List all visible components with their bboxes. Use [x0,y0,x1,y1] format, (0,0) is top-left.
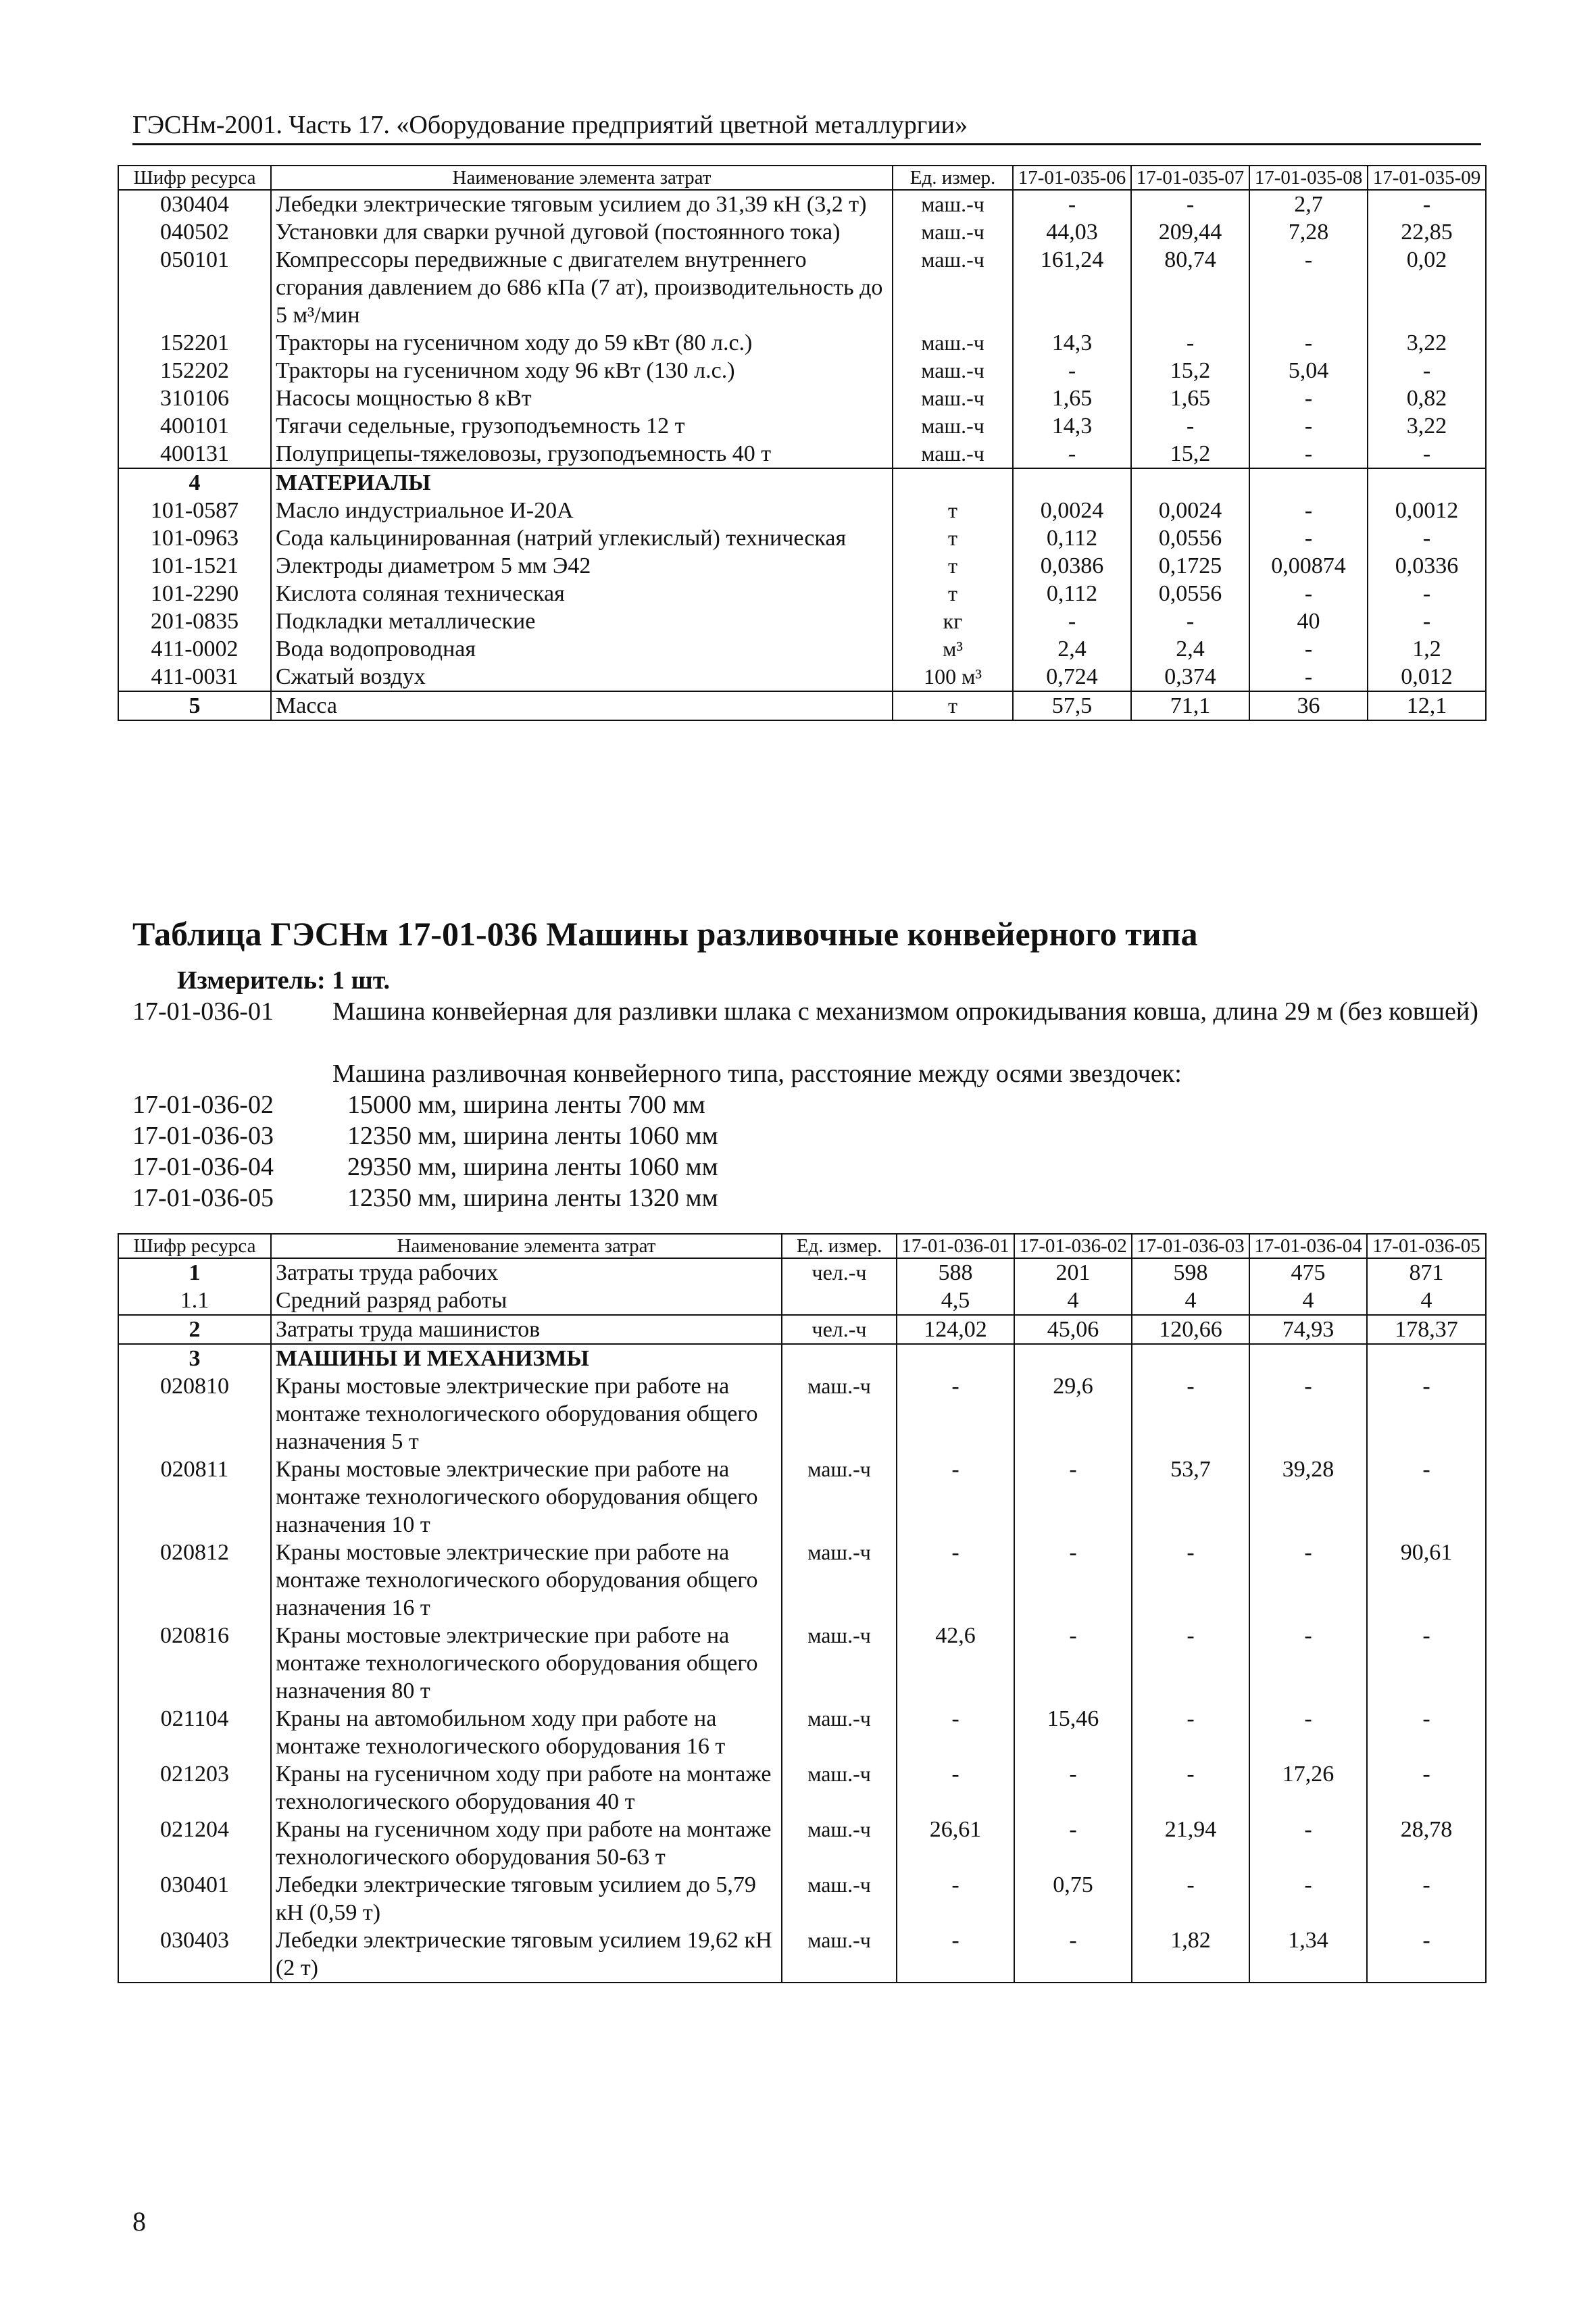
spec-text: 12350 мм, ширина ленты 1320 мм [347,1184,718,1212]
cost-element-name-cell: Краны на автомобильном ходу при работе на монтаже технологического оборудования 16 т [271,1705,782,1760]
cost-element-name-cell: Тракторы на гусеничном ходу 96 кВт (130 л.с.) [271,357,893,384]
unit-cell: маш.-ч [893,440,1013,468]
value-cell: 74,93 [1249,1315,1367,1344]
value-cell: 15,2 [1131,440,1249,468]
unit-cell: т [893,691,1013,720]
value-cell: - [1367,1372,1486,1455]
value-cell: 0,0556 [1131,524,1249,552]
value-cell: 4 [1132,1287,1249,1315]
value-cell: - [1249,1816,1367,1871]
value-cell: 161,24 [1013,246,1131,329]
value-cell: - [1249,580,1368,607]
resource-code-cell: 152201 [118,329,271,357]
value-cell: 209,44 [1131,218,1249,246]
value-cell: 17,26 [1249,1760,1367,1816]
value-cell: - [1367,1871,1486,1926]
value-cell: - [1368,524,1486,552]
value-cell: 5,04 [1249,357,1368,384]
unit-cell: маш.-ч [782,1816,897,1871]
value-cell: - [1368,580,1486,607]
unit-cell: маш.-ч [893,412,1013,440]
resource-code-cell: 020816 [118,1622,271,1705]
value-cell: 475 [1249,1258,1367,1287]
table-row [118,607,1486,635]
spec-text: Машина разливочная конвейерного типа, расстояние между осями звездочек: [332,1060,1182,1088]
column-header: 17-01-036-01 [897,1234,1014,1258]
resource-code-cell: 400101 [118,412,271,440]
cost-element-name-cell: Сода кальцинированная (натрий углекислый) техническая [271,524,893,552]
cost-element-name-cell: Лебедки электрические тяговым усилием до 5,79 кН (0,59 т) [271,1871,782,1926]
cost-element-name-cell: Затраты труда машинистов [271,1315,782,1344]
value-cell: - [897,1705,1014,1760]
resource-code-cell: 020811 [118,1455,271,1539]
cost-element-name-cell: МАТЕРИАЛЫ [271,468,893,497]
value-cell: - [1132,1539,1249,1622]
value-cell: - [1132,1622,1249,1705]
value-cell: - [1368,607,1486,635]
value-cell: - [897,1871,1014,1926]
value-cell: 120,66 [1132,1315,1249,1344]
value-cell: 598 [1132,1258,1249,1287]
value-cell: - [1368,357,1486,384]
resource-code-cell: 040502 [118,218,271,246]
value-cell: - [1014,1926,1132,1983]
value-cell: - [1367,1455,1486,1539]
value-cell: 1,34 [1249,1926,1367,1983]
value-cell: 124,02 [897,1315,1014,1344]
unit-cell: т [893,580,1013,607]
value-cell: 90,61 [1367,1539,1486,1622]
value-cell: 0,374 [1131,663,1249,691]
value-cell: 201 [1014,1258,1132,1287]
unit-cell: маш.-ч [782,1705,897,1760]
spec-text: Машина конвейерная для разливки шлака с механизмом опрокидывания ковша, длина 29 м (без ковшей) [332,997,1478,1026]
table-row [118,329,1486,357]
table-row [118,1372,1486,1455]
value-cell: 14,3 [1013,412,1131,440]
table-header-row [118,1234,1486,1258]
value-cell: - [1132,1760,1249,1816]
resource-code-cell: 020810 [118,1372,271,1455]
value-cell: 0,012 [1368,663,1486,691]
resource-code-cell: 101-0587 [118,497,271,524]
value-cell: - [1014,1455,1132,1539]
value-cell: - [1249,1622,1367,1705]
value-cell: 1,65 [1131,384,1249,412]
value-cell: - [1131,607,1249,635]
value-cell: 0,724 [1013,663,1131,691]
value-cell: - [1367,1705,1486,1760]
unit-cell: маш.-ч [782,1760,897,1816]
cost-element-name-cell: Масса [271,691,893,720]
table-row [118,357,1486,384]
resource-code-cell: 1 [118,1258,271,1287]
unit-cell: м³ [893,635,1013,663]
column-header: 17-01-036-03 [1132,1234,1249,1258]
value-cell: 4 [1014,1287,1132,1315]
value-cell: - [897,1372,1014,1455]
unit-cell: т [893,524,1013,552]
cost-element-name-cell: Масло индустриальное И-20А [271,497,893,524]
table-row [118,440,1486,468]
value-cell: 36 [1249,691,1368,720]
value-cell: - [897,1926,1014,1983]
cost-element-name-cell: Кислота соляная техническая [271,580,893,607]
resource-code-cell: 5 [118,691,271,720]
unit-cell: маш.-ч [782,1372,897,1455]
value-cell: - [897,1760,1014,1816]
value-cell: 0,112 [1013,580,1131,607]
unit-cell: маш.-ч [893,190,1013,218]
value-cell: - [1249,329,1368,357]
cost-element-name-cell: Насосы мощностью 8 кВт [271,384,893,412]
value-cell: 22,85 [1368,218,1486,246]
value-cell [1249,468,1368,497]
cost-element-name-cell: Краны мостовые электрические при работе на монтаже технологического оборудования общего назначения 10 т [271,1455,782,1539]
value-cell: - [897,1455,1014,1539]
cost-element-name-cell: Краны мостовые электрические при работе на монтаже технологического оборудования общего назначения 16 т [271,1539,782,1622]
value-cell: 26,61 [897,1816,1014,1871]
value-cell: 3,22 [1368,412,1486,440]
measure-unit: Измеритель: 1 шт. [177,966,391,995]
table-row [118,497,1486,524]
column-header: 17-01-036-04 [1249,1234,1367,1258]
value-cell: 871 [1367,1258,1486,1287]
cost-element-name-cell: Электроды диаметром 5 мм Э42 [271,552,893,580]
unit-cell: маш.-ч [782,1622,897,1705]
table-row [118,1258,1486,1287]
resource-code-cell: 152202 [118,357,271,384]
value-cell: - [1132,1372,1249,1455]
cost-element-name-cell: Установки для сварки ручной дуговой (постоянного тока) [271,218,893,246]
cost-element-name-cell: Полуприцепы-тяжеловозы, грузоподъемность 40 т [271,440,893,468]
value-cell: - [1249,384,1368,412]
cost-element-name-cell: Лебедки электрические тяговым усилием до 31,39 кН (3,2 т) [271,190,893,218]
value-cell: 15,46 [1014,1705,1132,1760]
value-cell: - [1132,1705,1249,1760]
value-cell: - [1013,357,1131,384]
unit-cell: маш.-ч [893,357,1013,384]
resource-code-cell: 1.1 [118,1287,271,1315]
table-title: Таблица ГЭСНм 17-01-036 Машины разливочные конвейерного типа [132,915,1198,953]
column-header: 17-01-035-07 [1131,166,1249,190]
cost-element-name-cell: Тягачи седельные, грузоподъемность 12 т [271,412,893,440]
value-cell: 0,0386 [1013,552,1131,580]
spec-code: 17-01-036-04 [132,1153,274,1181]
value-cell: 2,4 [1013,635,1131,663]
table-row [118,1315,1486,1344]
unit-cell: маш.-ч [893,218,1013,246]
table-row [118,1455,1486,1539]
value-cell: 1,65 [1013,384,1131,412]
value-cell: - [1249,524,1368,552]
value-cell [1249,1344,1367,1372]
table-row [118,218,1486,246]
value-cell: 4 [1367,1287,1486,1315]
unit-cell: маш.-ч [893,384,1013,412]
cost-element-name-cell: Краны мостовые электрические при работе на монтаже технологического оборудования общего назначения 5 т [271,1372,782,1455]
cost-element-name-cell: Лебедки электрические тяговым усилием 19,62 кН (2 т) [271,1926,782,1983]
unit-cell [782,1287,897,1315]
resource-code-cell: 030403 [118,1926,271,1983]
column-header: Наименование элемента затрат [271,1234,782,1258]
unit-cell: маш.-ч [782,1539,897,1622]
unit-cell: маш.-ч [782,1455,897,1539]
resource-code-cell: 021203 [118,1760,271,1816]
spec-code: 17-01-036-05 [132,1184,274,1212]
resource-code-cell: 411-0031 [118,663,271,691]
spec-text: 29350 мм, ширина ленты 1060 мм [347,1153,718,1181]
column-header: 17-01-035-09 [1368,166,1486,190]
spec-code: 17-01-036-01 [132,997,274,1026]
value-cell: 4 [1249,1287,1367,1315]
value-cell: 0,0556 [1131,580,1249,607]
column-header: Шифр ресурса [118,166,271,190]
value-cell: - [1014,1760,1132,1816]
table-row [118,552,1486,580]
table-row [118,691,1486,720]
unit-cell: чел.-ч [782,1315,897,1344]
value-cell: - [1014,1816,1132,1871]
value-cell: - [897,1539,1014,1622]
value-cell: 4,5 [897,1287,1014,1315]
value-cell: - [1249,1539,1367,1622]
unit-cell: маш.-ч [782,1871,897,1926]
value-cell: 0,0024 [1013,497,1131,524]
column-header: Ед. измер. [782,1234,897,1258]
value-cell: 21,94 [1132,1816,1249,1871]
resource-code-cell: 3 [118,1344,271,1372]
table-row [118,412,1486,440]
value-cell: 0,0336 [1368,552,1486,580]
value-cell: - [1368,440,1486,468]
value-cell: - [1249,246,1368,329]
cost-element-name-cell: Вода водопроводная [271,635,893,663]
value-cell: 0,0024 [1131,497,1249,524]
table-body [118,1258,1486,1983]
resource-code-cell: 411-0002 [118,635,271,663]
value-cell: 0,00874 [1249,552,1368,580]
value-cell: 14,3 [1013,329,1131,357]
resource-code-cell: 101-2290 [118,580,271,607]
value-cell: 7,28 [1249,218,1368,246]
table-row [118,190,1486,218]
column-header: Наименование элемента затрат [271,166,893,190]
value-cell [897,1344,1014,1372]
cost-element-name-cell: Краны на гусеничном ходу при работе на монтаже технологического оборудования 50-63 т [271,1816,782,1871]
resource-code-cell: 021204 [118,1816,271,1871]
cost-element-name-cell: МАШИНЫ И МЕХАНИЗМЫ [271,1344,782,1372]
table-row [118,1539,1486,1622]
spec-text: 12350 мм, ширина ленты 1060 мм [347,1122,718,1150]
table-row [118,468,1486,497]
unit-cell: чел.-ч [782,1258,897,1287]
cost-element-name-cell: Затраты труда рабочих [271,1258,782,1287]
cost-element-name-cell: Компрессоры передвижные с двигателем внутреннего сгорания давлением до 686 кПа (7 ат), производительность до 5 м³/мин [271,246,893,329]
unit-cell: маш.-ч [893,246,1013,329]
table-row [118,1622,1486,1705]
resource-code-cell: 020812 [118,1539,271,1622]
unit-cell: кг [893,607,1013,635]
value-cell: 45,06 [1014,1315,1132,1344]
value-cell: - [1014,1622,1132,1705]
value-cell: 44,03 [1013,218,1131,246]
value-cell: - [1131,412,1249,440]
column-header: 17-01-036-02 [1014,1234,1132,1258]
value-cell: 53,7 [1132,1455,1249,1539]
cost-element-name-cell: Сжатый воздух [271,663,893,691]
value-cell: 29,6 [1014,1372,1132,1455]
resource-code-cell: 030404 [118,190,271,218]
table-row [118,663,1486,691]
value-cell: 2,7 [1249,190,1368,218]
value-cell: - [1013,190,1131,218]
value-cell: - [1131,190,1249,218]
value-cell: - [1014,1539,1132,1622]
value-cell [1013,468,1131,497]
spec-code: 17-01-036-02 [132,1091,274,1119]
unit-cell: т [893,552,1013,580]
value-cell: - [1249,663,1368,691]
value-cell: - [1249,497,1368,524]
value-cell [1367,1344,1486,1372]
resource-code-cell: 021104 [118,1705,271,1760]
value-cell: 0,02 [1368,246,1486,329]
table-row [118,524,1486,552]
value-cell: - [1132,1871,1249,1926]
table-row [118,580,1486,607]
unit-cell: т [893,497,1013,524]
value-cell: 71,1 [1131,691,1249,720]
resource-code-cell: 101-0963 [118,524,271,552]
table-row [118,1760,1486,1816]
resource-code-cell: 030401 [118,1871,271,1926]
value-cell [1131,468,1249,497]
column-header: 17-01-035-08 [1249,166,1368,190]
table-row [118,1287,1486,1315]
table-header-row [118,166,1486,190]
resource-code-cell: 4 [118,468,271,497]
table-row [118,1344,1486,1372]
spec-text: 15000 мм, ширина ленты 700 мм [347,1091,705,1119]
cost-element-name-cell: Краны на гусеничном ходу при работе на монтаже технологического оборудования 40 т [271,1760,782,1816]
value-cell: - [1249,1372,1367,1455]
value-cell: - [1013,440,1131,468]
value-cell: 1,82 [1132,1926,1249,1983]
value-cell: 178,37 [1367,1315,1486,1344]
column-header: 17-01-035-06 [1013,166,1131,190]
resource-code-cell: 2 [118,1315,271,1344]
unit-cell [893,468,1013,497]
cost-table-035 [118,165,1487,721]
unit-cell: 100 м³ [893,663,1013,691]
table-row [118,1705,1486,1760]
value-cell: - [1249,440,1368,468]
cost-element-name-cell: Краны мостовые электрические при работе на монтаже технологического оборудования общего назначения 80 т [271,1622,782,1705]
value-cell: - [1368,190,1486,218]
value-cell: 1,2 [1368,635,1486,663]
value-cell: - [1249,635,1368,663]
value-cell: 2,4 [1131,635,1249,663]
value-cell: - [1249,1705,1367,1760]
value-cell: 0,1725 [1131,552,1249,580]
value-cell: 0,82 [1368,384,1486,412]
table-body [118,190,1486,720]
resource-code-cell: 101-1521 [118,552,271,580]
resource-code-cell: 201-0835 [118,607,271,635]
unit-cell [782,1344,897,1372]
table-row [118,1871,1486,1926]
value-cell: - [1131,329,1249,357]
value-cell [1014,1344,1132,1372]
value-cell: 80,74 [1131,246,1249,329]
value-cell: - [1249,412,1368,440]
table-row [118,384,1486,412]
page-number: 8 [132,2206,146,2237]
column-header: Шифр ресурса [118,1234,271,1258]
table-row [118,246,1486,329]
cost-element-name-cell: Средний разряд работы [271,1287,782,1315]
table-row [118,635,1486,663]
table-row [118,1926,1486,1983]
table-row [118,1816,1486,1871]
value-cell [1132,1344,1249,1372]
value-cell: 42,6 [897,1622,1014,1705]
value-cell: 0,0012 [1368,497,1486,524]
unit-cell: маш.-ч [782,1926,897,1983]
value-cell: 3,22 [1368,329,1486,357]
value-cell: - [1249,1871,1367,1926]
column-header: Ед. измер. [893,166,1013,190]
value-cell: 12,1 [1368,691,1486,720]
value-cell: 0,75 [1014,1871,1132,1926]
value-cell: 39,28 [1249,1455,1367,1539]
running-header: ГЭСНм-2001. Часть 17. «Оборудование предприятий цветной металлургии» [132,109,1481,145]
value-cell: - [1367,1622,1486,1705]
value-cell [1368,468,1486,497]
value-cell: 40 [1249,607,1368,635]
value-cell: - [1367,1926,1486,1983]
value-cell: 57,5 [1013,691,1131,720]
resource-code-cell: 310106 [118,384,271,412]
value-cell: - [1367,1760,1486,1816]
column-header: 17-01-036-05 [1367,1234,1486,1258]
unit-cell: маш.-ч [893,329,1013,357]
cost-element-name-cell: Тракторы на гусеничном ходу до 59 кВт (80 л.с.) [271,329,893,357]
spec-code: 17-01-036-03 [132,1122,274,1150]
cost-table-036 [118,1233,1487,1983]
value-cell: 588 [897,1258,1014,1287]
resource-code-cell: 050101 [118,246,271,329]
value-cell: 15,2 [1131,357,1249,384]
value-cell: 0,112 [1013,524,1131,552]
resource-code-cell: 400131 [118,440,271,468]
value-cell: - [1013,607,1131,635]
cost-element-name-cell: Подкладки металлические [271,607,893,635]
value-cell: 28,78 [1367,1816,1486,1871]
